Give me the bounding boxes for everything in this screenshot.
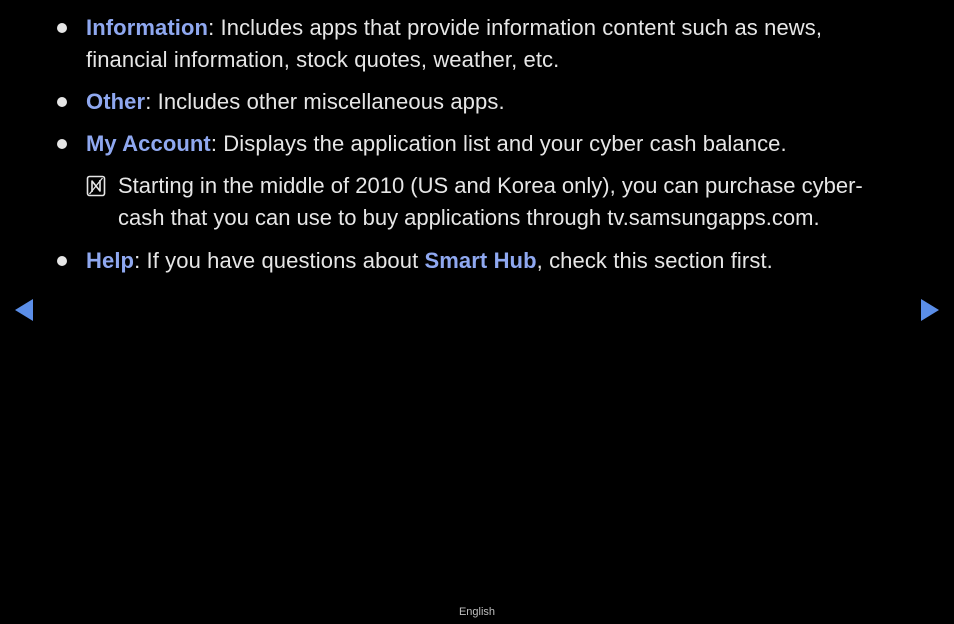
list-item-help (86, 245, 886, 277)
right-triangle-icon[interactable] (921, 299, 939, 321)
keyword-information: Information (86, 15, 209, 40)
bullet-dot (57, 97, 67, 107)
note-text: Starting in the middle of 2010 (US and Korea only), you can purchase cyber-cash that you can use to buy applications through tv.samsungapps.com. (118, 173, 863, 230)
item-text: , check this section first. (536, 248, 773, 273)
keyword-help: Help (86, 248, 135, 273)
list-item-other (86, 86, 886, 118)
keyword-other: Other (86, 89, 146, 114)
bullet-dot (57, 256, 67, 266)
list-item-information (86, 12, 886, 76)
footer-language: English (458, 606, 496, 618)
item-text: : If you have questions about (134, 248, 425, 273)
keyword-my-account: My Account (86, 131, 211, 156)
item-text: : Includes apps that provide information content such as news, financial information, stock quotes, weather, etc. (86, 15, 823, 72)
item-text: : Displays the application list and your cyber cash balance. (210, 131, 787, 156)
keyword-smart-hub: Smart Hub (424, 248, 537, 273)
bullet-dot (57, 139, 67, 149)
list-item-my-account (86, 128, 886, 160)
left-triangle-icon[interactable] (15, 299, 33, 321)
bullet-dot (57, 23, 67, 33)
item-text: : Includes other miscellaneous apps. (145, 89, 505, 114)
note-icon (86, 175, 106, 197)
